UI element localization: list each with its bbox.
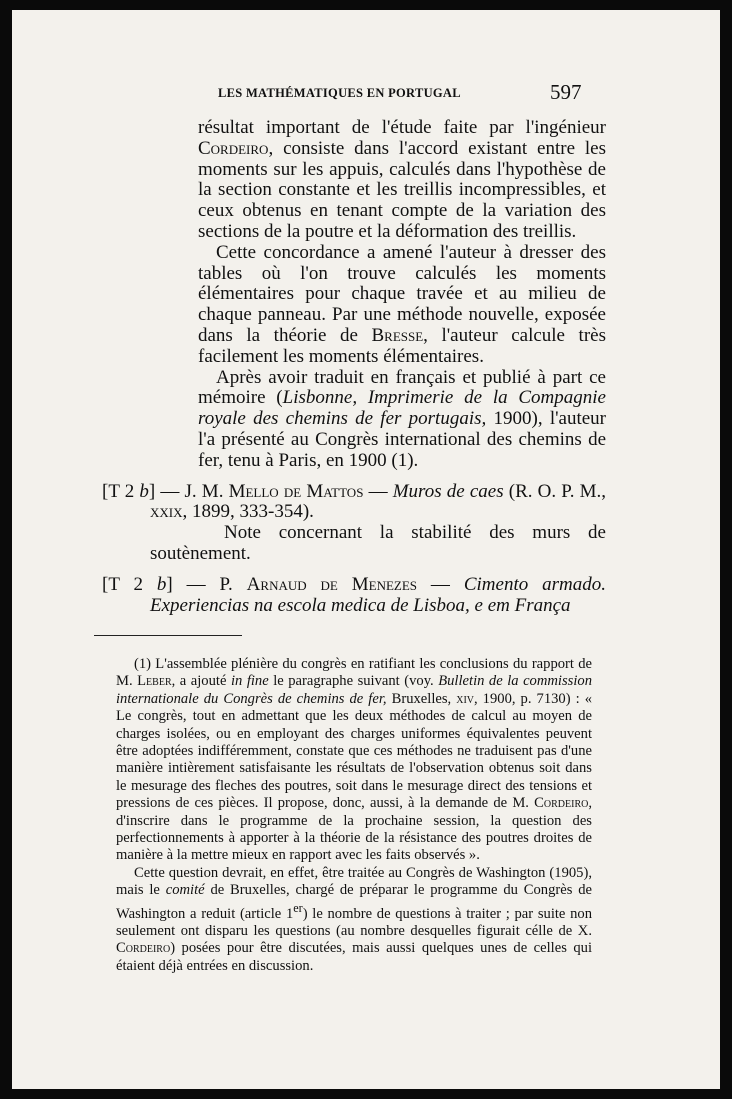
bibliography-entry-mattos: [T 2 b] — J. M. Mello de Mattos — Muros de caes (R. O. P. M., xxix, 1899, 333-354).	[102, 480, 607, 523]
page-header	[12, 80, 720, 106]
entry-author: Mello de Mattos	[228, 480, 364, 502]
footnote-rule	[94, 635, 242, 636]
entry-note: Note concernant la stabilité des murs de soutènement.	[150, 522, 606, 564]
author-name: Bresse	[371, 324, 424, 346]
main-text	[102, 118, 606, 616]
page-number: 597	[550, 80, 582, 104]
bibliography-entry-menezes: [T 2 b] — P. Arnaud de Menezes — Cimento armado. Experiencias na escola medica de Lisboa, e em França	[102, 573, 606, 616]
author-name: Cordeiro	[198, 137, 269, 159]
paragraph-concordance: Cette concordance a amené l'auteur à dresser des tables où l'on trouve calculés les moments élémentaires pour chaque travée et au milieu de chaque panneau. Par une méthode nouvelle, exposée dans la théorie de Bresse, l'auteur calcule très facilement les moments élémentaires.	[198, 241, 606, 367]
book-page	[12, 10, 720, 1089]
paragraph-translation: Après avoir traduit en français et publié à part ce mémoire (Lisbonne, Imprimerie de la Compagnie royale des chemins de fer portugais, 1900), l'auteur l'a présenté au Congrès international des chemins de fer, tenu à Paris, en 1900 (1).	[198, 366, 606, 471]
footnote-paragraph-2: Cette question devrait, en effet, être traitée au Congrès de Washington (1905), mais le comité de Bruxelles, chargé de préparar le programme du Congrès de Washington a reduit (article 1er) le nombre de questions à traiter ; par suite non seulement ont disparu les questions (au nombre desquelles figurait célle de X. Cordeiro) posées pour être discutées, mais aussi quelques unes de celles qui étaient déjà entrées en discussion.	[116, 864, 592, 974]
entry-title: Cimento armado. Experiencias na escola medica de Lisboa, e em França	[150, 573, 606, 616]
footnote-paragraph-1: (1) L'assemblée plénière du congrès en ratifiant les conclusions du rapport de M. Leber, a ajouté in fine le paragraphe suivant (voy. Bulletin de la commission internationale du Congrès de chemins de fer, Bruxelles, xiv, 1900, p. 7130) : « Le congrès, tout en admettant que les deux méthodes de calcul au moyen de charges isolées, ou en employant des charges uniformes équivalentes peuvent être adoptées indifféremment, constate que ces méthodes ne traduisent pas d'une manière intièrement satisfaisante les résultats de l'observation obtenus soit dans le mesurage des fleches des poutres, soit dans le mesurage direct des tensions et pressions de ces pièces. Il propose, donc, aussi, à la demande de M. Cordeiro, d'inscrire dans le programme de la prochaine session, la question des perfectionnements à apporter à la théorie de la résistance des poutres droites de manière à la mettre mieux en rapport avec les faits observés ».	[116, 656, 592, 864]
entry-title: Muros de caes	[392, 480, 504, 502]
publisher-italic: Lisbonne, Imprimerie de la Compagnie royale des chemins de fer portugais,	[198, 387, 606, 430]
entry-author: Arnaud de Menezes	[246, 573, 418, 595]
running-head: LES MATHÉMATIQUES EN PORTUGAL	[218, 86, 461, 100]
footnote	[116, 656, 592, 975]
paragraph-result: résultat important de l'étude faite par l'ingénieur Cordeiro, consiste dans l'accord existant entre les moments sur les appuis, calculés dans l'hypothèse de la section constante et les treillis incompressibles, et ceux obtenus en tenant compte de la variation des sections de la poutre et la déformation des treillis.	[198, 117, 606, 242]
